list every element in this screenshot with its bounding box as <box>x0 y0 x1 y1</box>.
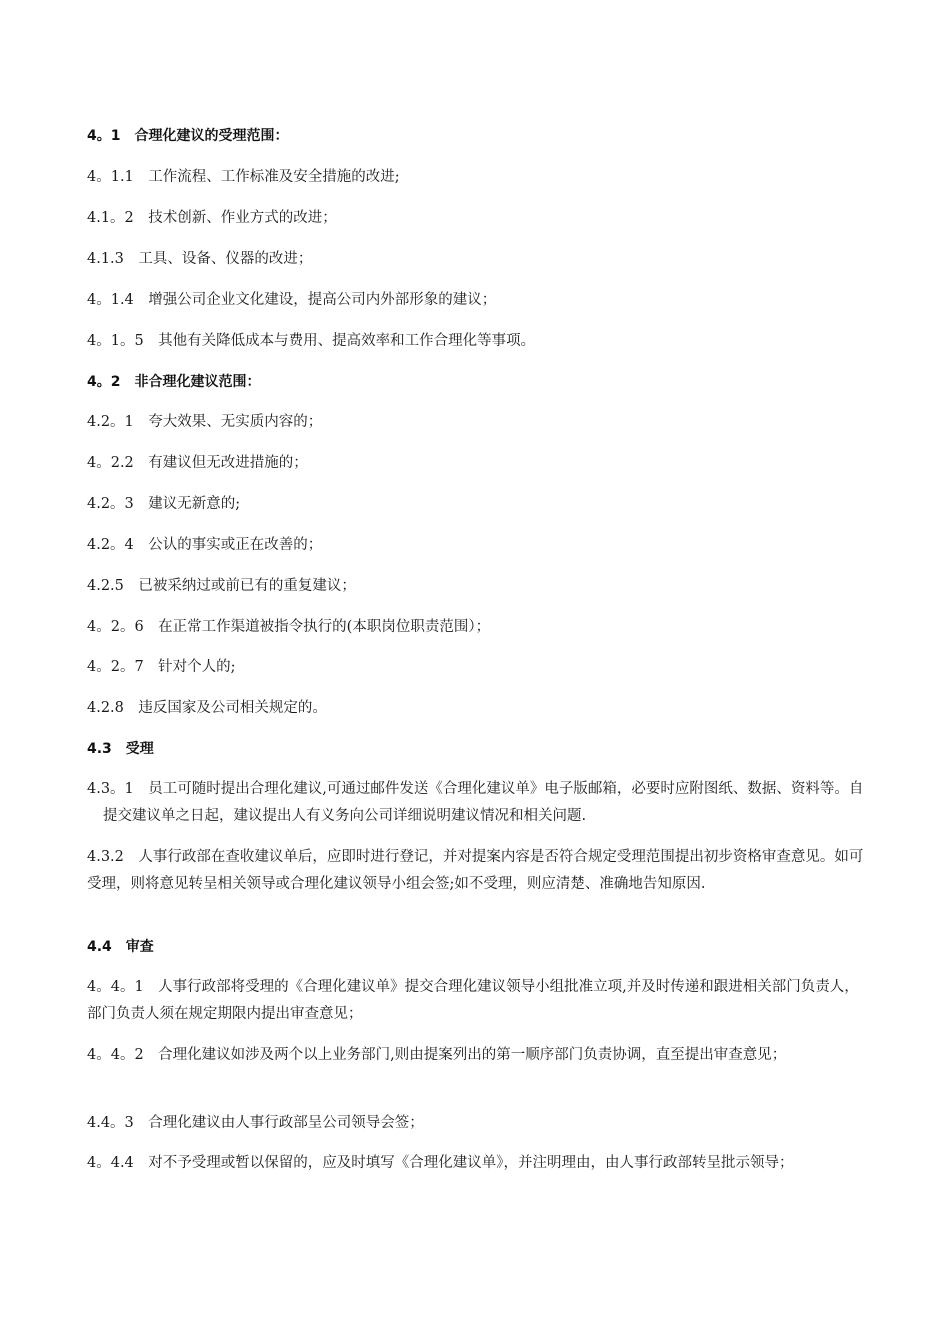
paragraph-4-2-4: 4.2。4 公认的事实或正在改善的； <box>87 537 323 553</box>
paragraph-4-2-3: 4.2。3 建议无新意的; <box>87 496 241 512</box>
section-heading-4-3: 4.3 受理 <box>87 741 154 757</box>
section-heading-4-1: 4。1 合理化建议的受理范围： <box>87 128 289 144</box>
paragraph-4-1-4: 4。1.4 增强公司企业文化建设，提高公司内外部形象的建议； <box>87 292 497 308</box>
paragraph-4-3-1: 4.3。1 员工可随时提出合理化建议,可通过邮件发送《合理化建议单》电子版邮箱，必要时应附图纸、数据、资料等。自提交建议单之日起，建议提出人有义务向公司详细说明建议情况和相关问题. <box>87 781 864 824</box>
paragraph-4-1-2: 4.1。2 技术创新、作业方式的改进； <box>87 210 337 226</box>
paragraph-4-1-5: 4。1。5 其他有关降低成本与费用、提高效率和工作合理化等事项。 <box>87 333 536 349</box>
paragraph-4-2-5: 4.2.5 已被采纳过或前已有的重复建议； <box>87 578 356 594</box>
paragraph-4-2-2: 4。2.2 有建议但无改进措施的； <box>87 455 308 471</box>
paragraph-4-1-1: 4。1.1 工作流程、工作标准及安全措施的改进; <box>87 169 400 185</box>
paragraph-4-4-4: 4。4.4 对不予受理或暂以保留的，应及时填写《合理化建议单》，并注明理由，由人事行政部转呈批示领导； <box>87 1155 794 1171</box>
paragraph-4-3-2: 4.3.2 人事行政部在查收建议单后，应即时进行登记，并对提案内容是否符合规定受理范围提出初步资格审查意见。如可受理，则将意见转呈相关领导或合理化建议领导小组会签;如不受理，则应清楚、准确地告知原因. <box>87 849 864 892</box>
paragraph-4-4-1: 4。4。1 人事行政部将受理的《合理化建议单》提交合理化建议领导小组批准立项,并及时传递和跟进相关部门负责人，部门负责人须在规定期限内提出审查意见； <box>87 979 859 1022</box>
paragraph-4-2-7: 4。2。7 针对个人的; <box>87 659 236 675</box>
section-heading-4-4: 4.4 审查 <box>87 939 154 955</box>
section-heading-4-2: 4。2 非合理化建议范围： <box>87 374 261 390</box>
paragraph-4-4-3: 4.4。3 合理化建议由人事行政部呈公司领导会签； <box>87 1115 424 1131</box>
paragraph-4-2-8: 4.2.8 违反国家及公司相关规定的。 <box>87 700 327 716</box>
paragraph-4-1-3: 4.1.3 工具、设备、仪器的改进； <box>87 251 313 267</box>
paragraph-4-2-6: 4。2。6 在正常工作渠道被指令执行的(本职岗位职责范围）； <box>87 619 491 635</box>
paragraph-4-2-1: 4.2。1 夸大效果、无实质内容的； <box>87 414 323 430</box>
paragraph-4-4-2: 4。4。2 合理化建议如涉及两个以上业务部门,则由提案列出的第一顺序部门负责协调，直至提出审查意见； <box>87 1047 787 1063</box>
